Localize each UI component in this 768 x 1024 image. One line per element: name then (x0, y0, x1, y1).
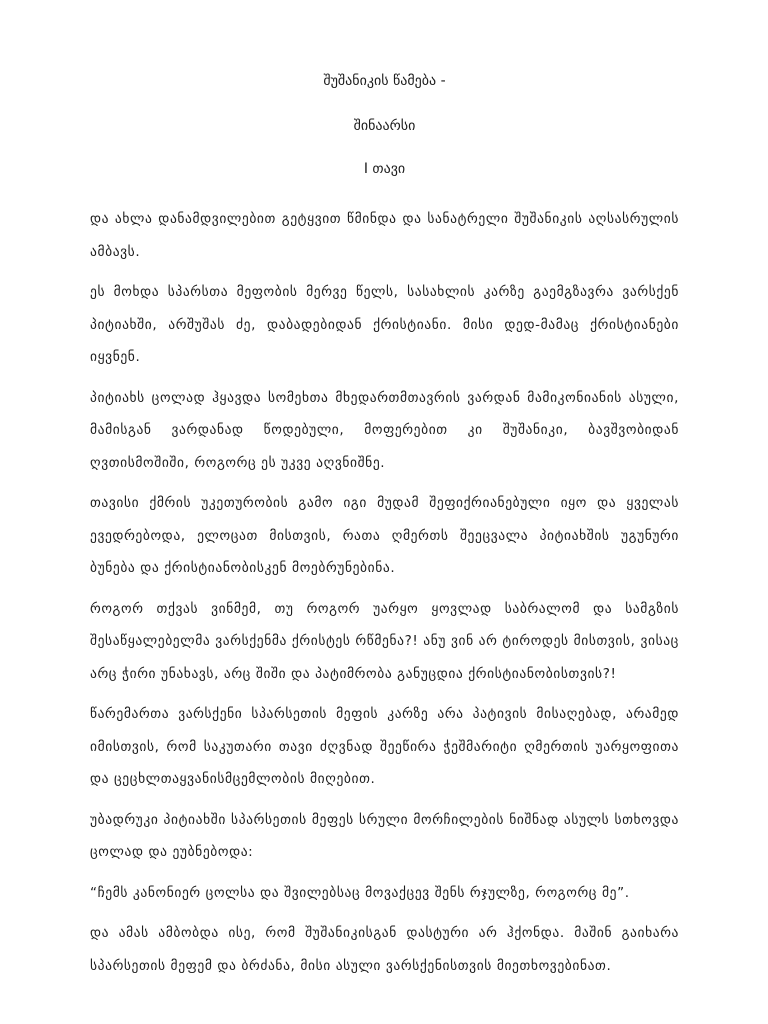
paragraph: წარემართა ვარსქენი სპარსეთის მეფის კარზე არა პატივის მისაღებად, არამედ იმისთვის, რომ საკუთარი თავი ძღვნად შეეწირა ჭეშმარიტი ღმერთის უარყოფითა და ცეცხლთაყვანისმცემლობის მიღებით. (90, 706, 679, 787)
quote-paragraph: “ჩემს კანონიერ ცოლსა და შვილებსაც მოვაქცევ შენს რჯულზე, როგორც მე”. (90, 884, 630, 901)
contents-heading: შინაარსი (353, 118, 416, 134)
paragraph: და ახლა დანამდვილებით გეტყვით წმინდა და სანატრელი შუშანიკის აღსასრულის ამბავს. (90, 211, 679, 260)
paragraph: პიტიახს ცოლად ჰყავდა სომეხთა მხედართმთავრის ვარდან მამიკონიანის ასული, მამისგან ვარდანად წოდებული, მოფერებით კი შუშანიკი, ბავშვობიდან ღვთისმოშიში, როგორც ეს უკვე აღვნიშნე. (90, 389, 679, 471)
paragraph: როგორ თქვას ვინმემ, თუ როგორ უარყო ყოვლად საბრალომ და სამგზის შესაწყალებელმა ვარსქენმა ქრისტეს რწმენა?! ანუ ვინ არ ტიროდეს მისთვის, ვისაც არც ჭირი უნახავს, არც შიში და პატიმრობა განუცდია ქრისტიანობისთვის?! (90, 600, 679, 682)
paragraph: თავისი ქმრის უკეთურობის გამო იგი მუდამ შეფიქრიანებული იყო და ყველას ევედრებოდა, ელოცათ მისთვის, რათა ღმერთს შეეცვალა პიტიახშის უგუნური ბუნება და ქრისტიანობისკენ მოებრუნებინა. (90, 495, 679, 576)
paragraph: უბადრუკი პიტიახში სპარსეთის მეფეს სრული მორჩილების ნიშნად ასულს სთხოვდა ცოლად და ეუბნებოდა: (90, 811, 679, 860)
document-title: შუშანიკის წამება - (323, 73, 446, 89)
document-body (90, 203, 679, 982)
chapter-heading: I თავი (363, 161, 406, 177)
paragraph: ეს მოხდა სპარსთა მეფობის მერვე წელს, სასახლის კარზე გაემგზავრა ვარსქენ პიტიახში, არშუშას ძე, დაბადებიდან ქრისტიანი. მისი დედ-მამაც ქრისტიანები იყვნენ. (90, 284, 679, 365)
paragraph: და ამას ამბობდა ისე, რომ შუშანიკისგან დასტური არ ჰქონდა. მაშინ გაიხარა სპარსეთის მეფემ და ბრძანა, მისი ასული ვარსქენისთვის მიეთხოვებინათ. (90, 925, 679, 974)
